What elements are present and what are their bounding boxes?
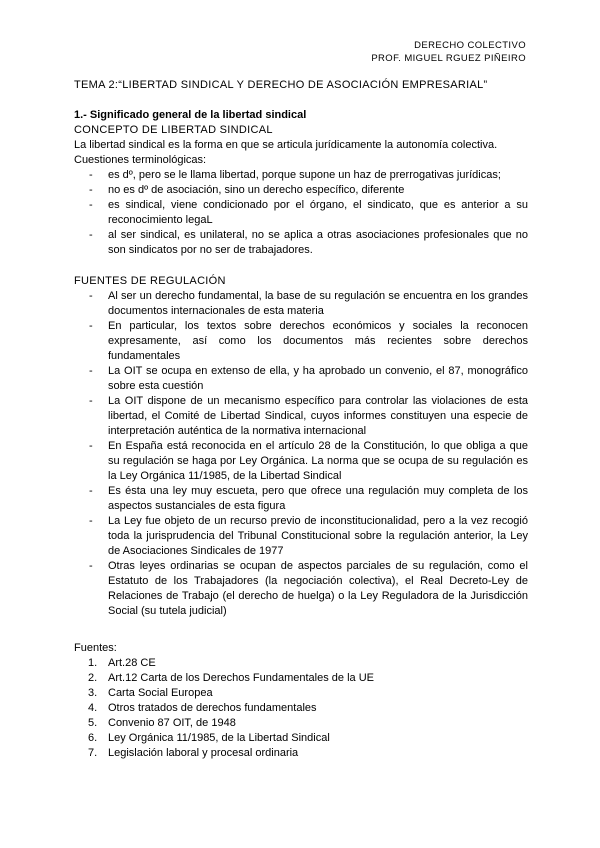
list-text: Art.28 CE (108, 657, 156, 669)
list-item: - no es dº de asociación, sino un derecho específico, diferente (74, 183, 528, 198)
sources-label: Fuentes: (74, 642, 117, 654)
list-item: - Es ésta una ley muy escueta, pero que ofrece una regulación muy completa de los aspectos sustanciales de esta figura (74, 484, 528, 514)
course-title: DERECHO COLECTIVO (414, 40, 526, 51)
list-item (74, 746, 528, 761)
list-text: Art.12 Carta de los Derechos Fundamentales de la UE (108, 672, 374, 684)
list-item: - En España está reconocida en el artículo 28 de la Constitución, lo que obliga a que su regulación se haga por Ley Orgánica. La norma que se ocupa de su regulación es la Ley Orgánica 11/1985, de la Libertad Sindical (74, 439, 528, 484)
list-item: - La OIT se ocupa en extenso de ella, y ha aprobado un convenio, el 87, monográfico sobre esta cuestión (74, 364, 528, 394)
regulation-list (74, 289, 528, 619)
list-item: - La OIT dispone de un mecanismo específico para controlar las violaciones de esta libertad, el Comité de Libertad Sindical, cuyos informes constituyen una especie de interpretación auténtica de la normativa internacional (74, 394, 528, 439)
topic-title: TEMA 2:“LIBERTAD SINDICAL Y DERECHO DE ASOCIACIÓN EMPRESARIAL” (74, 79, 488, 91)
document-header (371, 39, 526, 65)
list-number: 5. (88, 717, 98, 729)
list-number: 3. (88, 687, 98, 699)
sources-list (74, 656, 528, 761)
list-item: - es dº, pero se le llama libertad, porque supone un haz de prerrogativas jurídicas; (74, 168, 528, 183)
list-number: 2. (88, 672, 98, 684)
list-text: Carta Social Europea (108, 687, 213, 699)
concept-subheading: CONCEPTO DE LIBERTAD SINDICAL (74, 124, 273, 136)
list-item: - es sindical, viene condicionado por el órgano, el sindicato, que es anterior a su reconocimiento legaL (74, 198, 528, 228)
section-heading: 1.- Significado general de la libertad sindical (74, 109, 307, 121)
list-number: 7. (88, 747, 98, 759)
list-number: 1. (88, 657, 98, 669)
terminology-label: Cuestiones terminológicas: (74, 154, 207, 166)
list-item (74, 716, 528, 731)
definition-paragraph: La libertad sindical es la forma en que se articula jurídicamente la autonomía colectiva. (74, 139, 498, 151)
list-item (74, 686, 528, 701)
list-item (74, 656, 528, 671)
list-item: - Al ser un derecho fundamental, la base de su regulación se encuentra en los grandes documentos internacionales de esta materia (74, 289, 528, 319)
list-item: - La Ley fue objeto de un recurso previo de inconstitucionalidad, pero a la vez recogió toda la jurisprudencia del Tribunal Constitucional sobre la regulación anterior, la Ley de Asociaciones Sindicales de 1977 (74, 514, 528, 559)
list-item (74, 731, 528, 746)
list-text: Otros tratados de derechos fundamentales (108, 702, 317, 714)
list-item: - En particular, los textos sobre derechos económicos y sociales la reconocen expresamente, así como los documentos más recientes sobre derechos fundamentales (74, 319, 528, 364)
list-text: Ley Orgánica 11/1985, de la Libertad Sindical (108, 732, 330, 744)
document-body (74, 108, 528, 761)
list-text: Legislación laboral y procesal ordinaria (108, 747, 299, 759)
list-item: - Otras leyes ordinarias se ocupan de aspectos parciales de su regulación, como el Estatuto de los Trabajadores (la negociación colectiva), el Real Decreto-Ley de Relaciones de Trabajo (el derecho de huelga) o la Ley Reguladora de la Jurisdicción Social (su tutela judicial) (74, 559, 528, 619)
professor-name: PROF. MIGUEL RGUEZ PIÑEIRO (371, 53, 526, 64)
list-item: - al ser sindical, es unilateral, no se aplica a otras asociaciones profesionales que no son sindicatos por no ser de trabajadores. (74, 228, 528, 258)
list-item (74, 671, 528, 686)
list-number: 6. (88, 732, 98, 744)
list-text: Convenio 87 OIT, de 1948 (108, 717, 236, 729)
list-number: 4. (88, 702, 98, 714)
sources-regulation-heading: FUENTES DE REGULACIÓN (74, 275, 226, 287)
list-item (74, 701, 528, 716)
terminology-list (74, 168, 528, 258)
